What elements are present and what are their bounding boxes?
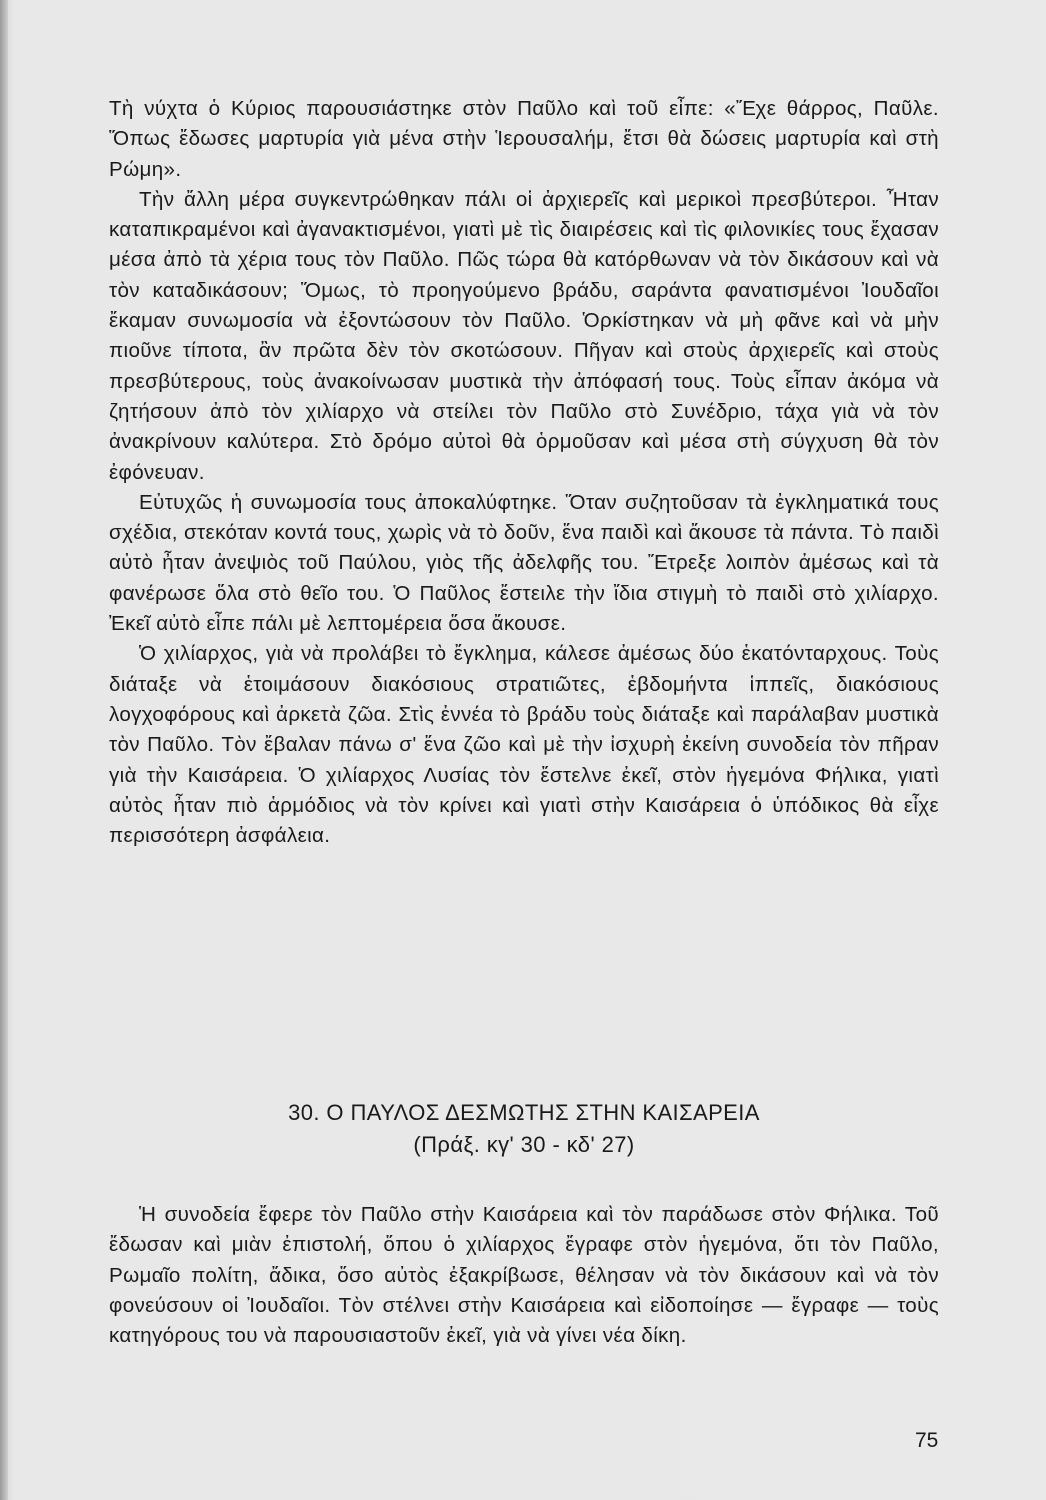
chapter-reference: (Πράξ. κγ' 30 - κδ' 27) xyxy=(413,1132,635,1157)
paragraph-2: Τὴν ἄλλη μέρα συγκεντρώθηκαν πάλι οἱ ἀρχιερεῖς καὶ μερικοὶ πρεσβύτεροι. Ἦταν καταπικραμένοι καὶ ἀγανακτισμένοι, γιατὶ μὲ τὶς διαιρέσεις καὶ τὶς φιλονικίες τους ἔχασαν μέσα ἀπὸ τὰ χέρια τους τὸν Παῦλο. Πῶς τώρα θὰ κατόρθωναν νὰ τὸν δικάσουν καὶ νὰ τὸν καταδικάσουν; Ὅμως, τὸ προηγούμενο βράδυ, σαράντα φανατισμένοι Ἰουδαῖοι ἔκαμαν συνωμοσία νὰ ἐξοντώσουν τὸν Παῦλο. Ὁρκίστηκαν νὰ μὴ φᾶνε καὶ νὰ μὴν πιοῦνε τίποτα, ἂν πρῶτα δὲν τὸν σκοτώσουν. Πῆγαν καὶ στοὺς ἀρχιερεῖς καὶ στοὺς πρεσβύτερους, τοὺς ἀνακοίνωσαν μυστικὰ τὴν ἀπόφασή τους. Τοὺς εἶπαν ἀκόμα νὰ ζητήσουν ἀπὸ τὸν χιλίαρχο νὰ στείλει τὸν Παῦλο στὸ Συνέδριο, τάχα γιὰ νὰ τὸν ἀνακρίνουν καλύτερα. Στὸ δρόμο αὐτοὶ θὰ ὁρμοῦσαν καὶ μέσα στὴ σύγχυση θὰ τὸν ἐφόνευαν. xyxy=(109,187,939,484)
paragraph-1: Τὴ νύχτα ὁ Κύριος παρουσιάστηκε στὸν Παῦλο καὶ τοῦ εἶπε: «Ἔχε θάρρος, Παῦλε. Ὅπως ἔδωσες μαρτυρία γιὰ μένα στὴν Ἱερουσαλήμ, ἔτσι θὰ δώσεις μαρτυρία καὶ στὴ Ρώμη». xyxy=(109,97,939,181)
paragraph-5: Ἡ συνοδεία ἔφερε τὸν Παῦλο στὴν Καισάρεια καὶ τὸν παράδωσε στὸν Φήλικα. Τοῦ ἔδωσαν καὶ μιὰν ἐπιστολή, ὅπου ὁ χιλίαρχος ἔγραφε στὸν ἡγεμόνα, ὅτι τὸν Παῦλο, Ρωμαῖο πολίτη, ἄδικα, ὅσο αὐτὸς ἐξακρίβωσε, θέλησαν νὰ τὸν δικάσουν καὶ νὰ τὸν φονεύσουν οἱ Ἰουδαῖοι. Τὸν στέλνει στὴν Καισάρεια καὶ εἰδοποίησε — ἔγραφε — τοὺς κατηγόρους του νὰ παρουσιαστοῦν ἐκεῖ, γιὰ νὰ γίνει νέα δίκη. xyxy=(109,1203,939,1348)
chapter-title: 30. Ο ΠΑΥΛΟΣ ΔΕΣΜΩΤΗΣ ΣΤΗΝ ΚΑΙΣΑΡΕΙΑ xyxy=(288,1100,760,1125)
chapter-heading xyxy=(109,1097,939,1161)
paragraph-4: Ὁ χιλίαρχος, γιὰ νὰ προλάβει τὸ ἔγκλημα, κάλεσε ἀμέσως δύο ἑκατόνταρχους. Τοὺς διάταξε νὰ ἑτοιμάσουν διακόσιους στρατιῶτες, ἑβδομήντα ἱππεῖς, διακόσιους λογχοφόρους καὶ ἀρκετὰ ζῶα. Στὶς ἐννέα τὸ βράδυ τοὺς διάταξε καὶ παράλαβαν μυστικὰ τὸν Παῦλο. Τὸν ἔβαλαν πάνω σ' ἕνα ζῶο καὶ μὲ τὴν ἰσχυρὴ ἐκείνη συνοδεία τὸν πῆραν γιὰ τὴν Καισάρεια. Ὁ χιλίαρχος Λυσίας τὸν ἔστελνε ἐκεῖ, στὸν ἡγεμόνα Φήλικα, γιατὶ αὐτὸς ἦταν πιὸ ἁρμόδιος νὰ τὸν κρίνει καὶ γιατὶ στὴν Καισάρεια ὁ ὑπόδικος θὰ εἶχε περισσότερη ἀσφάλεια. xyxy=(109,642,939,848)
body-text-top xyxy=(109,94,939,851)
page-spine-edge xyxy=(0,0,8,1500)
page-number: 75 xyxy=(915,1429,939,1452)
body-text-bottom xyxy=(109,1200,939,1351)
paragraph-3: Εὐτυχῶς ἡ συνωμοσία τους ἀποκαλύφτηκε. Ὅταν συζητοῦσαν τὰ ἐγκληματικά τους σχέδια, στεκόταν κοντά τους, χωρὶς νὰ τὸ δοῦν, ἕνα παιδὶ καὶ ἄκουσε τὰ πάντα. Τὸ παιδὶ αὐτὸ ἦταν ἀνεψιὸς τοῦ Παύλου, γιὸς τῆς ἀδελφῆς του. Ἔτρεξε λοιπὸν ἀμέσως καὶ τὰ φανέρωσε ὅλα στὸ θεῖο του. Ὁ Παῦλος ἔστειλε τὴν ἴδια στιγμὴ τὸ παιδὶ στὸ χιλίαρχο. Ἐκεῖ αὐτὸ εἶπε πάλι μὲ λεπτομέρεια ὅσα ἄκουσε. xyxy=(109,490,939,636)
